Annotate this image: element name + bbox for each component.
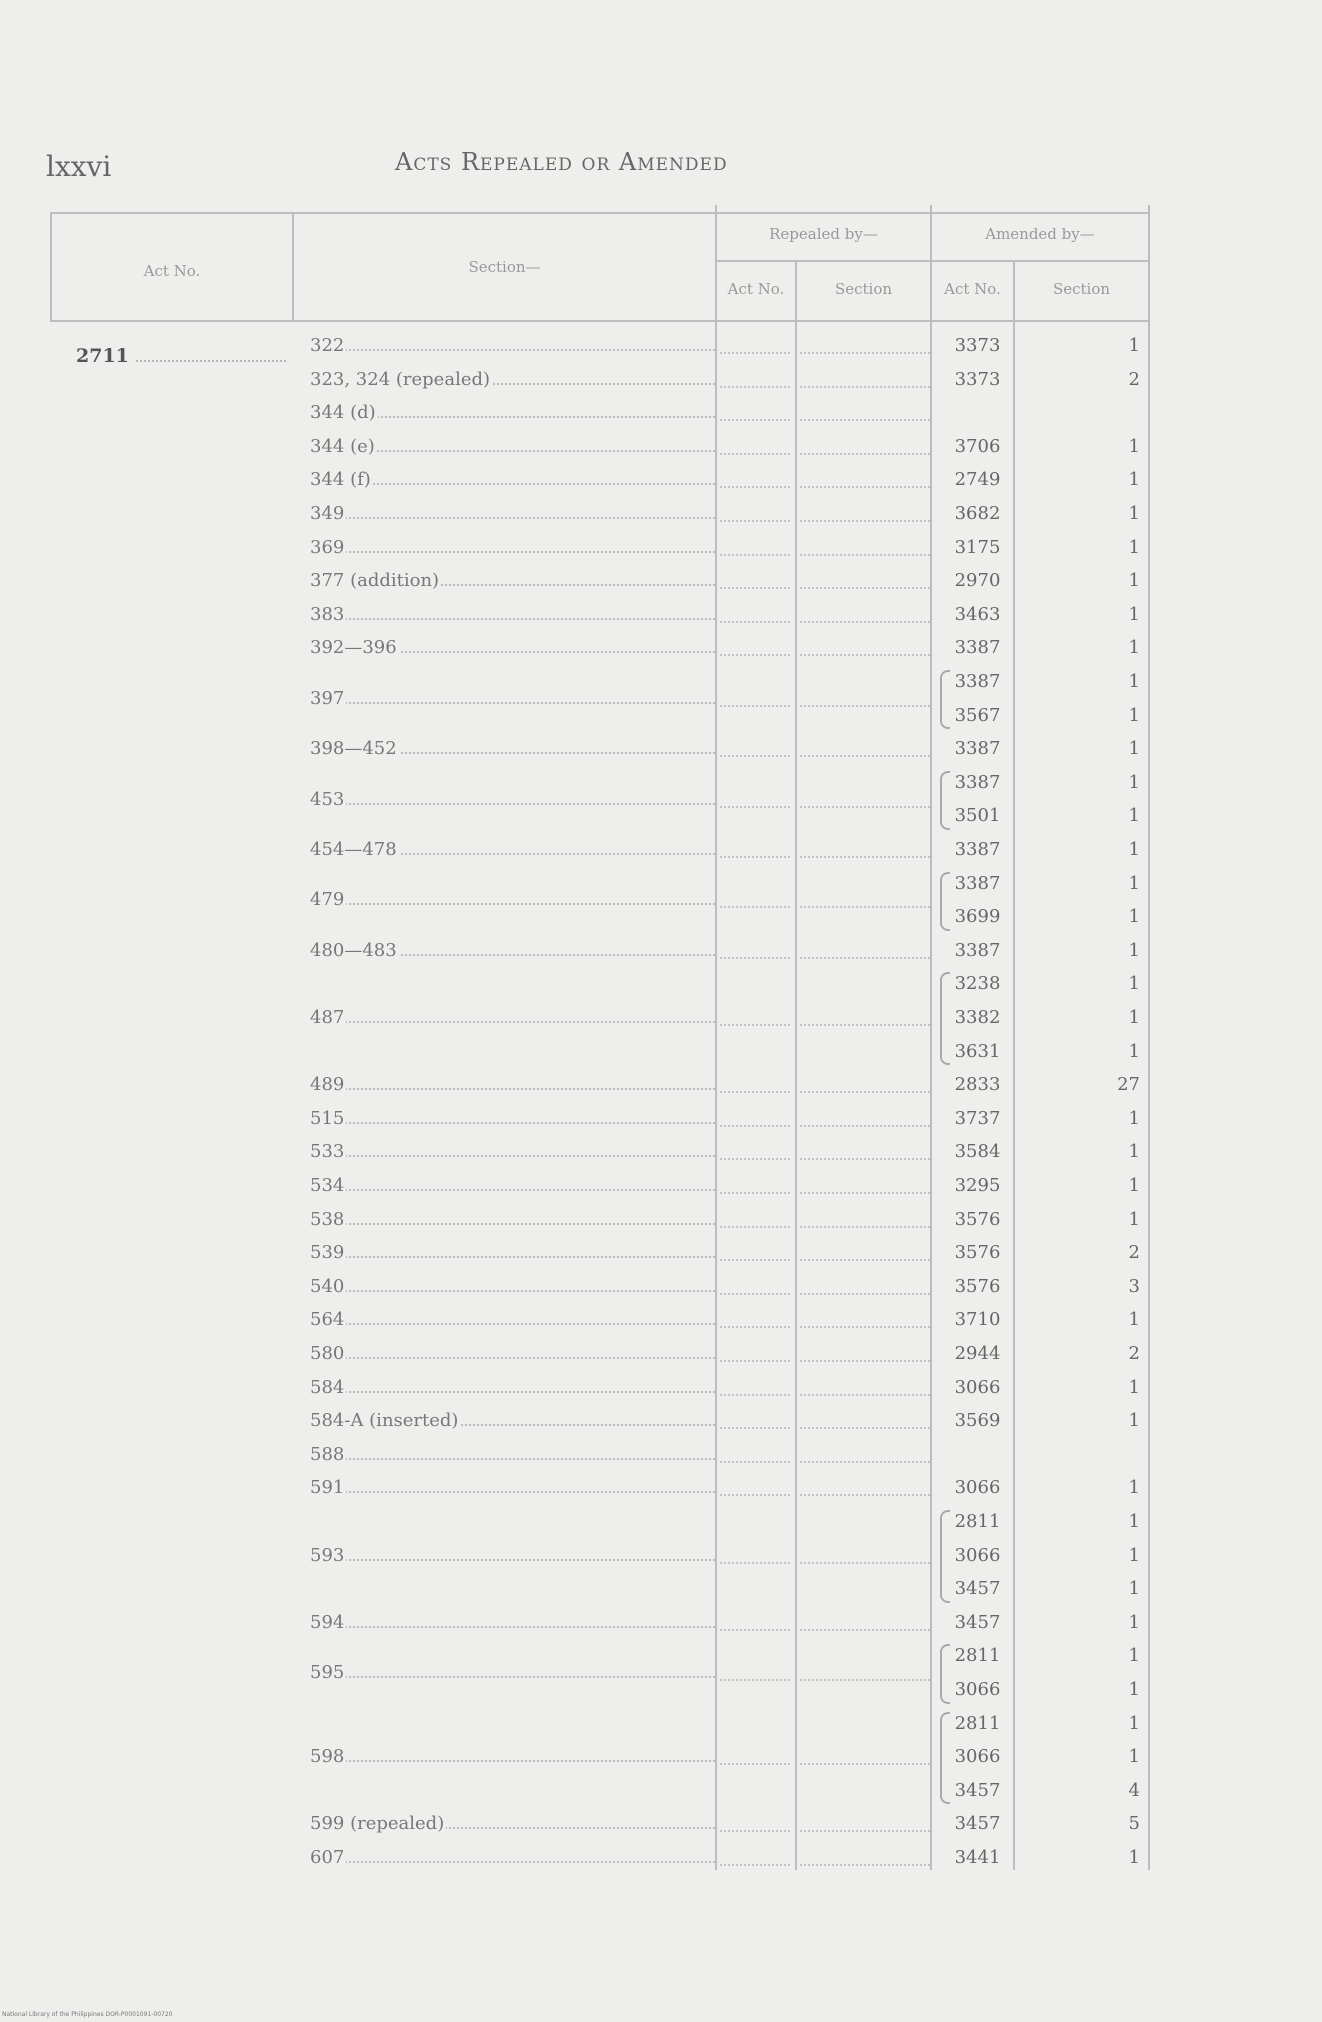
amended-section-number: 1 xyxy=(1128,1645,1140,1667)
section-cell xyxy=(310,1276,715,1296)
amended-section-number: 1 xyxy=(1128,1511,1140,1532)
amended-section-number: 1 xyxy=(1128,1175,1140,1196)
repealed-act-leader xyxy=(720,1226,790,1228)
amended-section-number: 1 xyxy=(1128,1107,1140,1129)
bracket-brace xyxy=(940,670,950,729)
amended-section-number: 1 xyxy=(1128,1746,1140,1768)
header-amended-act-no: Act No. xyxy=(944,280,1001,298)
repealed-section-leader xyxy=(800,1024,930,1026)
section-cell xyxy=(310,537,715,557)
repealed-section-leader xyxy=(800,1562,930,1564)
bracket-brace xyxy=(940,1712,950,1805)
amended-act-number: 3387 xyxy=(954,671,1001,692)
amended-act-number: 3584 xyxy=(954,1141,1001,1163)
section-label: 479 xyxy=(310,889,345,910)
bracket-brace xyxy=(940,1510,950,1603)
amended-act-number: 3387 xyxy=(954,839,1001,860)
table-row xyxy=(310,1439,1140,1472)
section-cell xyxy=(310,1444,715,1464)
header-repealed-act-no: Act No. xyxy=(727,280,785,298)
amended-section-number: 1 xyxy=(1128,1208,1140,1230)
section-label: 533 xyxy=(310,1141,345,1162)
amended-section-number: 1 xyxy=(1128,738,1140,760)
bracket-brace xyxy=(940,1644,950,1703)
amended-section-number: 1 xyxy=(1128,1007,1140,1028)
bracket-brace xyxy=(940,872,950,931)
section-label: 564 xyxy=(310,1309,345,1330)
section-cell xyxy=(310,1813,715,1833)
repealed-act-leader xyxy=(720,1494,790,1496)
section-label: 591 xyxy=(310,1477,345,1498)
amended-act-number: 3175 xyxy=(954,536,1001,558)
section-cell xyxy=(310,1343,715,1363)
amended-section-number: 1 xyxy=(1128,805,1140,827)
repealed-act-leader xyxy=(720,654,790,656)
repealed-section-leader xyxy=(800,1461,930,1463)
repealed-section-leader xyxy=(800,957,930,959)
repealed-section-leader xyxy=(800,1427,930,1429)
repealed-section-leader xyxy=(800,1394,930,1396)
repealed-section-leader xyxy=(800,1226,930,1228)
section-cell xyxy=(310,1847,715,1867)
repealed-section-leader xyxy=(800,856,930,858)
section-cell xyxy=(310,369,715,389)
amended-act-number: 2811 xyxy=(954,1712,1001,1734)
section-label: 349 xyxy=(310,503,345,523)
amended-section-number: 2 xyxy=(1128,1242,1140,1264)
amended-act-number: 2811 xyxy=(954,1511,1001,1532)
repealed-act-leader xyxy=(720,705,790,707)
repealed-section-leader xyxy=(800,587,930,589)
amended-act-number: 3387 xyxy=(954,637,1001,659)
amended-section-number: 27 xyxy=(1117,1074,1140,1096)
amended-act-number: 3066 xyxy=(954,1679,1001,1700)
section-cell xyxy=(310,1309,715,1329)
amended-act-number: 3066 xyxy=(954,1376,1001,1398)
amended-act-number: 2944 xyxy=(954,1343,1001,1364)
repealed-section-leader xyxy=(800,1360,930,1362)
repealed-section-leader xyxy=(800,1864,930,1866)
repealed-section-leader xyxy=(800,1192,930,1194)
section-cell xyxy=(310,688,715,708)
amended-act-number: 3066 xyxy=(954,1477,1001,1499)
repealed-section-leader xyxy=(800,755,930,757)
repealed-act-leader xyxy=(720,1158,790,1160)
repealed-act-leader xyxy=(720,806,790,808)
section-label: 369 xyxy=(310,536,345,557)
amended-act-number: 3682 xyxy=(954,503,1001,524)
amended-section-number: 1 xyxy=(1128,939,1140,961)
amended-act-number: 3463 xyxy=(954,603,1001,625)
amended-act-number: 3631 xyxy=(954,1040,1001,1062)
repealed-act-leader xyxy=(720,1360,790,1362)
table-row xyxy=(310,397,1140,430)
repealed-act-leader xyxy=(720,957,790,959)
amended-section-number: 1 xyxy=(1128,603,1140,625)
repealed-section-leader xyxy=(800,1125,930,1127)
amended-act-number: 3387 xyxy=(954,939,1001,961)
section-cell xyxy=(310,570,715,590)
amended-section-number: 1 xyxy=(1128,1309,1140,1331)
section-label: 344 (f) xyxy=(310,469,371,490)
repealed-act-leader xyxy=(720,554,790,556)
section-cell xyxy=(310,1141,715,1161)
table-top-border xyxy=(50,212,1150,214)
amended-act-number: 3066 xyxy=(954,1746,1001,1768)
repealed-section-leader xyxy=(800,806,930,808)
header-section: Section— xyxy=(468,258,541,276)
amended-act-number: 3457 xyxy=(954,1578,1001,1600)
amended-section-number: 1 xyxy=(1128,1477,1140,1499)
section-label: 397 xyxy=(310,687,345,708)
amended-act-number: 3238 xyxy=(954,973,1001,995)
section-label: 398—452 xyxy=(310,738,397,759)
section-cell xyxy=(310,469,715,489)
section-label: 480—483 xyxy=(310,939,397,960)
amended-act-number: 3373 xyxy=(954,368,1001,390)
repealed-act-leader xyxy=(720,1259,790,1261)
amended-section-number: 1 xyxy=(1128,1544,1140,1566)
section-label: 515 xyxy=(310,1107,345,1128)
amended-act-number: 3576 xyxy=(954,1275,1001,1297)
repealed-section-leader xyxy=(800,520,930,522)
repealed-section-leader xyxy=(800,386,930,388)
amended-act-number: 2811 xyxy=(954,1645,1001,1667)
section-label: 598 xyxy=(310,1746,345,1767)
section-label: 322 xyxy=(310,335,345,355)
amended-act-number: 3576 xyxy=(954,1208,1001,1230)
repealed-act-leader xyxy=(720,1394,790,1396)
amended-section-number: 1 xyxy=(1128,1611,1140,1633)
repealed-act-leader xyxy=(720,1091,790,1093)
amended-act-number: 3295 xyxy=(954,1175,1001,1196)
section-cell xyxy=(310,1074,715,1094)
repealed-section-leader xyxy=(800,1494,930,1496)
section-cell xyxy=(310,1108,715,1128)
section-label: 344 (d) xyxy=(310,402,376,423)
act-number-leader xyxy=(136,360,286,362)
section-label: 323, 324 (repealed) xyxy=(310,368,491,389)
section-label: 344 (e) xyxy=(310,435,375,456)
table-header-bottom xyxy=(50,320,1150,322)
amended-act-number: 3576 xyxy=(954,1242,1001,1264)
amended-act-number: 3387 xyxy=(954,771,1001,793)
section-cell xyxy=(310,1209,715,1229)
repealed-act-leader xyxy=(720,1562,790,1564)
repealed-section-leader xyxy=(800,352,930,354)
amended-act-number: 3373 xyxy=(954,335,1001,356)
section-cell xyxy=(310,503,715,523)
repealed-section-leader xyxy=(800,1326,930,1328)
section-cell xyxy=(310,1545,715,1565)
section-cell xyxy=(310,1175,715,1195)
header-amended-by: Amended by— xyxy=(985,225,1095,243)
section-cell xyxy=(310,789,715,809)
section-label: 454—478 xyxy=(310,839,397,859)
section-cell xyxy=(310,436,715,456)
amended-section-number: 2 xyxy=(1128,1343,1140,1364)
amended-act-number: 3382 xyxy=(954,1007,1001,1028)
repealed-act-leader xyxy=(720,419,790,421)
repealed-act-leader xyxy=(720,1293,790,1295)
section-cell xyxy=(310,889,715,909)
section-label: 607 xyxy=(310,1847,345,1867)
repealed-section-leader xyxy=(800,1158,930,1160)
repealed-act-leader xyxy=(720,1830,790,1832)
repealed-act-leader xyxy=(720,1864,790,1866)
amended-section-number: 1 xyxy=(1128,503,1140,524)
amended-section-number: 1 xyxy=(1128,1712,1140,1734)
section-label: 392—396 xyxy=(310,637,397,658)
repealed-section-leader xyxy=(800,1091,930,1093)
repealed-act-leader xyxy=(720,1192,790,1194)
table-right-border xyxy=(1148,205,1150,1870)
amended-section-number: 1 xyxy=(1128,771,1140,793)
repealed-section-leader xyxy=(800,705,930,707)
amended-act-number: 2833 xyxy=(954,1074,1001,1096)
repealed-section-leader xyxy=(800,1763,930,1765)
subheader-rule xyxy=(715,260,1150,262)
header-amended-section: Section xyxy=(1052,280,1111,298)
section-label: 580 xyxy=(310,1343,345,1363)
section-cell xyxy=(310,604,715,624)
amended-section-number: 4 xyxy=(1128,1779,1140,1801)
amended-act-number: 3066 xyxy=(954,1544,1001,1566)
amended-act-number: 3737 xyxy=(954,1107,1001,1129)
amended-act-number: 3710 xyxy=(954,1309,1001,1331)
amended-act-number: 3457 xyxy=(954,1779,1001,1801)
repealed-section-leader xyxy=(800,453,930,455)
repealed-section-leader xyxy=(800,1293,930,1295)
amended-section-number: 1 xyxy=(1128,839,1140,860)
amended-section-number: 1 xyxy=(1128,906,1140,928)
section-cell xyxy=(310,1410,715,1430)
repealed-act-leader xyxy=(720,1024,790,1026)
amended-section-number: 1 xyxy=(1128,1410,1140,1432)
amended-act-number: 3569 xyxy=(954,1410,1001,1432)
section-cell xyxy=(310,402,715,422)
section-label: 487 xyxy=(310,1007,345,1027)
amended-section-number: 2 xyxy=(1128,368,1140,390)
repealed-act-leader xyxy=(720,386,790,388)
amended-section-number: 1 xyxy=(1128,671,1140,692)
repealed-section-leader xyxy=(800,419,930,421)
act-number: 2711 xyxy=(76,345,129,367)
amended-act-number: 3387 xyxy=(954,872,1001,894)
section-cell xyxy=(310,1477,715,1497)
amended-act-number: 3457 xyxy=(954,1813,1001,1835)
section-cell xyxy=(310,335,715,355)
repealed-act-leader xyxy=(720,352,790,354)
section-label: 377 (addition) xyxy=(310,570,440,591)
repealed-section-leader xyxy=(800,906,930,908)
section-cell xyxy=(310,839,715,859)
section-label: 594 xyxy=(310,1611,345,1632)
repealed-act-leader xyxy=(720,1326,790,1328)
amended-section-number: 1 xyxy=(1128,570,1140,592)
section-label: 584 xyxy=(310,1376,345,1397)
amended-section-number: 1 xyxy=(1128,536,1140,558)
repealed-section-leader xyxy=(800,486,930,488)
amended-section-number: 1 xyxy=(1128,637,1140,659)
footer-credit: National Library of the Philippines DOR-P0001091-00720 xyxy=(2,2011,173,2018)
bracket-brace xyxy=(940,972,950,1065)
section-cell xyxy=(310,1612,715,1632)
amended-act-number: 2749 xyxy=(954,469,1001,491)
section-cell xyxy=(310,940,715,960)
amended-section-number: 1 xyxy=(1128,1578,1140,1600)
repealed-section-leader xyxy=(800,1679,930,1681)
amended-section-number: 1 xyxy=(1128,1141,1140,1163)
amended-act-number: 3699 xyxy=(954,906,1001,928)
repealed-act-leader xyxy=(720,1629,790,1631)
repealed-act-leader xyxy=(720,1461,790,1463)
amended-act-number: 3387 xyxy=(954,738,1001,760)
amended-section-number: 1 xyxy=(1128,704,1140,726)
header-act-no: Act No. xyxy=(143,262,201,280)
amended-section-number: 1 xyxy=(1128,1376,1140,1398)
amended-act-number: 3457 xyxy=(954,1611,1001,1633)
section-cell xyxy=(310,738,715,758)
repealed-act-leader xyxy=(720,621,790,623)
amended-act-number: 3501 xyxy=(954,805,1001,827)
section-label: 383 xyxy=(310,603,345,624)
section-label: 538 xyxy=(310,1208,345,1229)
section-label: 534 xyxy=(310,1175,345,1195)
page-title: Acts Repealed or Amended xyxy=(395,148,728,176)
section-label: 593 xyxy=(310,1544,345,1565)
repealed-act-leader xyxy=(720,587,790,589)
repealed-act-leader xyxy=(720,906,790,908)
repealed-act-leader xyxy=(720,520,790,522)
section-cell xyxy=(310,1007,715,1027)
amended-act-number: 2970 xyxy=(954,570,1001,592)
page-number: lxxvi xyxy=(46,150,112,183)
header-repealed-by: Repealed by— xyxy=(769,225,878,243)
section-label: 595 xyxy=(310,1662,345,1683)
amended-section-number: 1 xyxy=(1128,435,1140,457)
repealed-section-leader xyxy=(800,654,930,656)
amended-section-number: 3 xyxy=(1128,1275,1140,1297)
section-label: 489 xyxy=(310,1074,345,1095)
section-label: 599 (repealed) xyxy=(310,1813,445,1834)
repealed-act-leader xyxy=(720,1679,790,1681)
repealed-section-leader xyxy=(800,621,930,623)
amended-section-number: 1 xyxy=(1128,973,1140,995)
section-cell xyxy=(310,1662,715,1682)
repealed-section-leader xyxy=(800,1629,930,1631)
section-label: 588 xyxy=(310,1443,345,1464)
repealed-act-leader xyxy=(720,1763,790,1765)
amended-section-number: 5 xyxy=(1128,1813,1140,1835)
repealed-section-leader xyxy=(800,1830,930,1832)
repealed-act-leader xyxy=(720,453,790,455)
repealed-act-leader xyxy=(720,486,790,488)
repealed-act-leader xyxy=(720,856,790,858)
section-cell xyxy=(310,1377,715,1397)
amended-section-number: 1 xyxy=(1128,1040,1140,1062)
amended-section-number: 1 xyxy=(1128,335,1140,356)
section-label: 540 xyxy=(310,1275,345,1296)
repealed-section-leader xyxy=(800,554,930,556)
amended-section-number: 1 xyxy=(1128,872,1140,894)
header-repealed-section: Section xyxy=(834,280,893,298)
section-label: 584-A (inserted) xyxy=(310,1410,459,1431)
amended-act-number: 3706 xyxy=(954,435,1001,457)
amended-section-number: 1 xyxy=(1128,1679,1140,1700)
bracket-brace xyxy=(940,771,950,830)
section-cell xyxy=(310,1242,715,1262)
amended-section-number: 1 xyxy=(1128,1847,1140,1868)
repealed-act-leader xyxy=(720,1427,790,1429)
amended-section-number: 1 xyxy=(1128,469,1140,491)
section-label: 453 xyxy=(310,788,345,809)
amended-act-number: 3441 xyxy=(954,1847,1001,1868)
repealed-act-leader xyxy=(720,1125,790,1127)
section-cell xyxy=(310,637,715,657)
repealed-act-leader xyxy=(720,755,790,757)
repealed-section-leader xyxy=(800,1259,930,1261)
section-label: 539 xyxy=(310,1242,345,1263)
amended-act-number: 3567 xyxy=(954,704,1001,726)
section-cell xyxy=(310,1746,715,1766)
